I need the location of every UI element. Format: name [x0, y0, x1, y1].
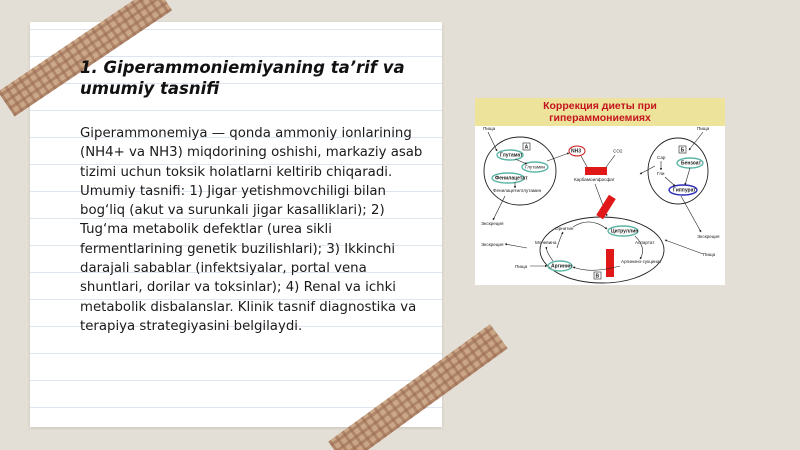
label-ornitin: Орнитин: [555, 226, 574, 231]
block-bar-3: [606, 249, 614, 277]
slide-title: 1. Giperammoniemiyaning ta’rif va umumiy tasnifi: [80, 58, 405, 98]
label-nh3: NH3: [571, 148, 582, 155]
label-co2: CO2: [613, 148, 623, 154]
diagram-title-line2: гипераммониемиях: [549, 112, 651, 124]
label-sar: Сар: [657, 155, 666, 160]
cell-a-circle: [484, 137, 556, 205]
label-ekskreciya-mid: Экскреция: [481, 242, 504, 247]
box-b-label: Б: [680, 147, 685, 154]
label-ekskreciya-right: Экскреция: [697, 234, 720, 239]
block-bar-1: [585, 167, 607, 175]
label-citrullin: Цитруллин: [611, 228, 639, 235]
label-benzoat: Бензоат: [681, 160, 702, 167]
label-pisha-left: Пища: [483, 126, 496, 131]
diagram-title-line1: Коррекция диеты при: [543, 100, 657, 112]
label-gly: Гли: [657, 171, 665, 176]
label-fenilacetilglutamin: Фенилацетилглутамин: [493, 188, 542, 193]
label-argininosukcinat: Аргинино-сукцинат: [621, 259, 662, 264]
hyperammonemia-diet-diagram: [475, 98, 725, 285]
slide-body-text: Giperammonemiya — qonda ammoniy ionlarining (NH4+ va NH3) miqdorining oshishi, markaziy asab tizimi uchun toksik holatlarni keltirib chiqaradi. Umumiy tasnifi: 1) Jigar yetishmovchiligi bilan bog‘liq (akut va surunkali jigar kasalliklari); 2) Tug‘ma metabolik defektlar (urea sikli fermentlarining genetik buzilishlari); 3) Ikkinchi darajali sabablar (infektsiyalar, portal vena shuntlari, dorilar va toksinlar); 4) Renal va ichki metabolik disbalanslar. Klinik tasnif diagnostika va terapiya strategiyasini belgilaydi.: [80, 126, 423, 334]
label-pisha-bottom: Пища: [515, 264, 528, 269]
diagram-canvas: [475, 126, 725, 285]
label-mochevina: Мочевина: [535, 240, 557, 245]
label-aspartat: Аспартат: [635, 240, 655, 245]
label-pisha-right: Пища: [697, 126, 710, 131]
label-pisha-right2: Пища: [703, 252, 716, 257]
box-v-label: В: [595, 273, 600, 280]
diagram-title: [475, 98, 725, 126]
label-fenilacetat: Фенилацетат: [495, 175, 528, 182]
label-glutamat: Глутамат: [500, 152, 523, 159]
label-ekskreciya-left: Экскреция: [481, 221, 504, 226]
label-karbamoilfosfat: Карбамоилфосфат: [574, 177, 615, 182]
block-bar-2: [596, 195, 616, 220]
label-arginin: Аргинин: [551, 263, 572, 270]
box-a-label: А: [524, 144, 529, 151]
label-glutamin: Глутамин: [525, 164, 546, 170]
label-gippurat: Гиппурат: [673, 187, 696, 194]
